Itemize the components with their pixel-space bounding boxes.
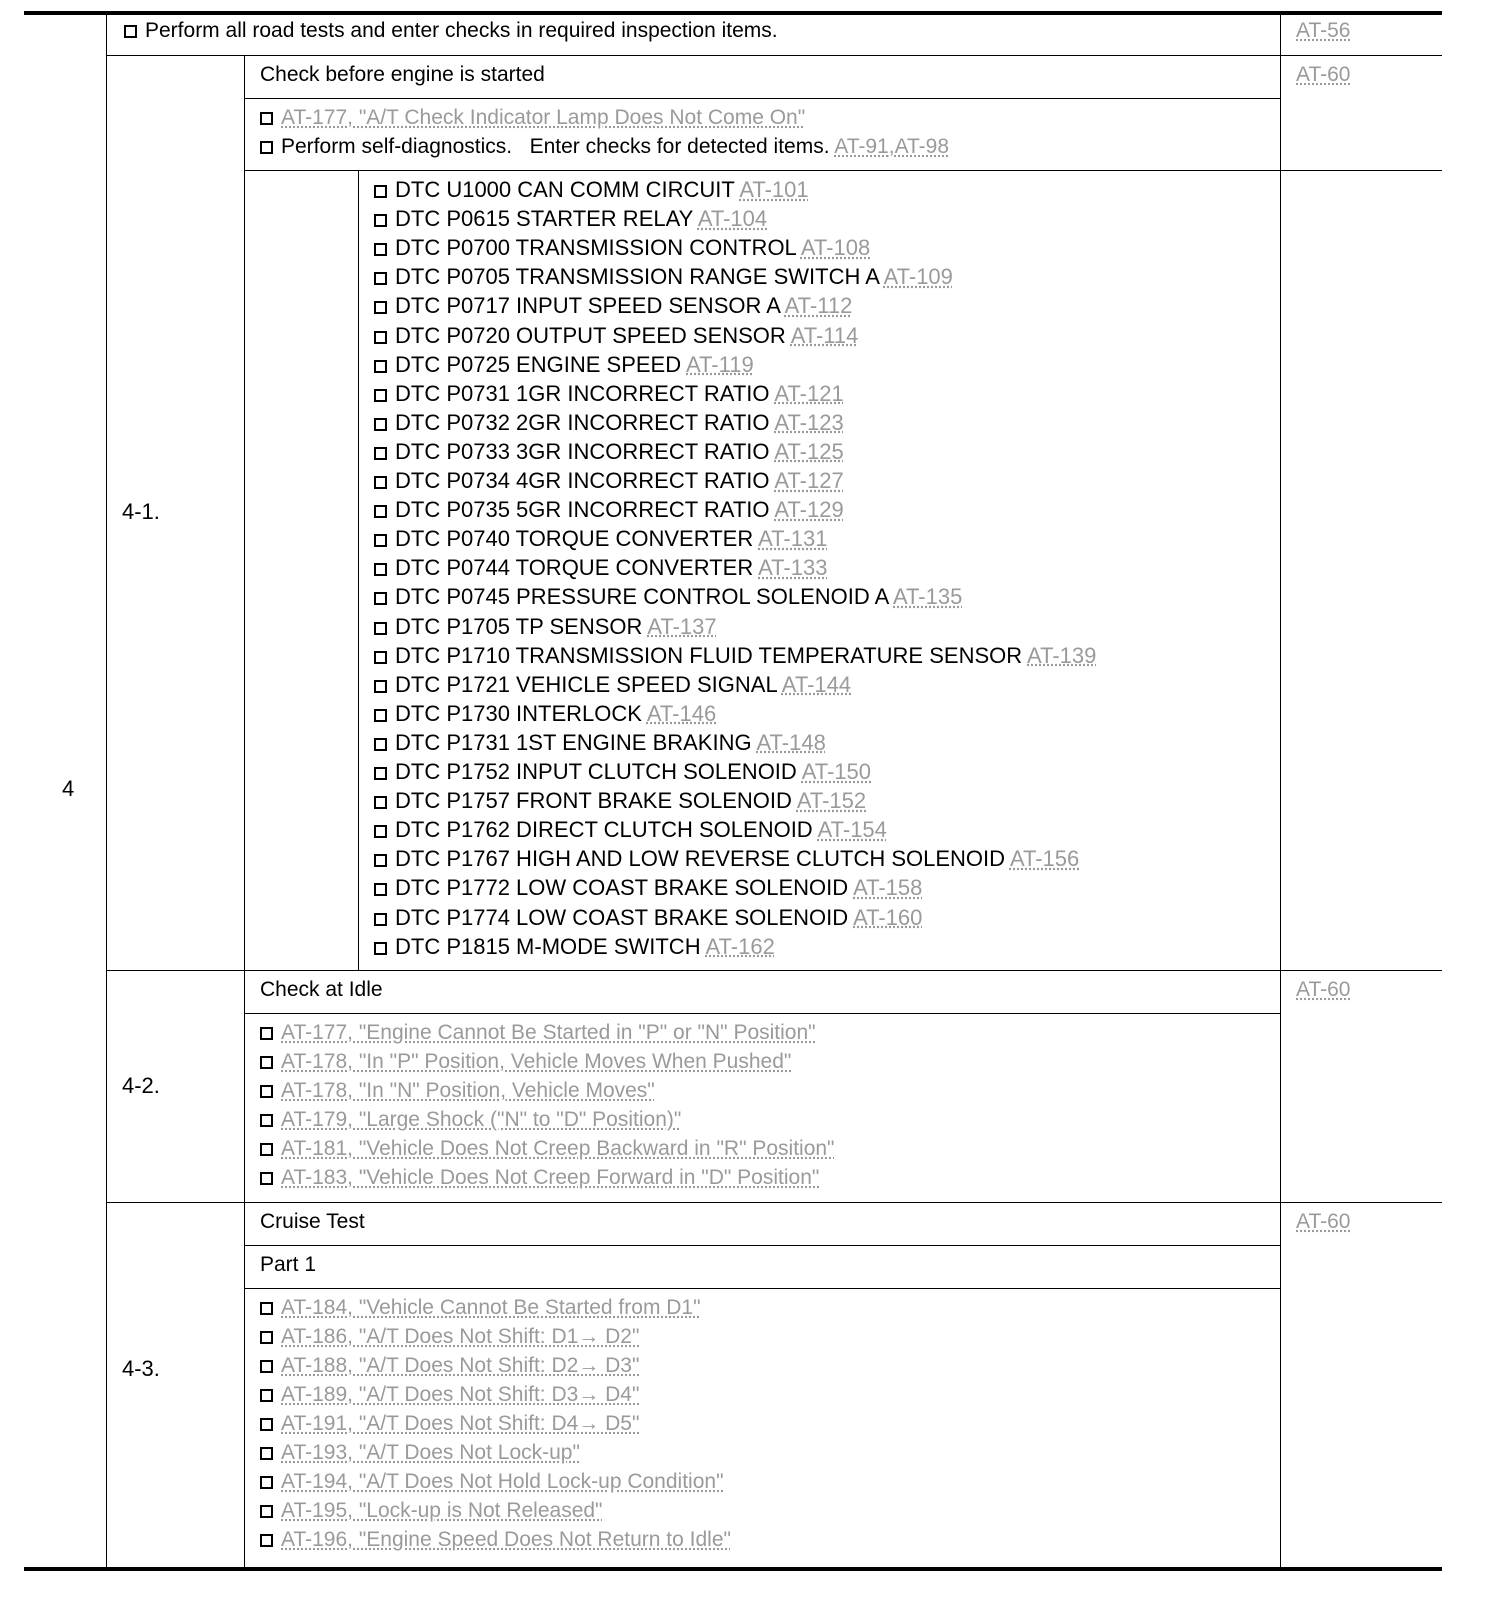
idle-check-item	[260, 1079, 655, 1103]
item-text: DTC P0744 TORQUE CONVERTER	[395, 555, 754, 581]
checkbox[interactable]	[260, 1360, 273, 1373]
label-4-2: 4-2.	[122, 1073, 160, 1098]
idle-check-item	[260, 1166, 819, 1190]
item-ref-link[interactable]: AT-156	[1009, 846, 1080, 872]
dtc-item	[374, 818, 887, 842]
item-link[interactable]: AT-178, "In "N" Position, Vehicle Moves"	[281, 1079, 655, 1102]
item-text: DTC P1710 TRANSMISSION FLUID TEMPERATURE SENSOR	[395, 642, 1023, 668]
item-link[interactable]: AT-196, "Engine Speed Does Not Return to Idle"	[281, 1528, 731, 1551]
dtc-item	[374, 906, 922, 930]
checkbox[interactable]	[374, 622, 387, 635]
idle-check-item	[260, 1050, 791, 1074]
cruise-check-item	[260, 1528, 731, 1552]
selfdiag-ref2-link[interactable]: AT-98	[894, 135, 950, 158]
item-ref-link[interactable]: AT-158	[853, 875, 923, 901]
checkbox[interactable]	[260, 1534, 273, 1547]
item-link[interactable]: AT-179, "Large Shock ("N" to "D" Position)"	[281, 1108, 682, 1131]
intro-ref-link[interactable]: AT-56	[1296, 19, 1351, 42]
s41-header: Check before engine is started	[260, 63, 545, 86]
checkbox[interactable]	[374, 680, 387, 693]
checkbox[interactable]	[374, 447, 387, 460]
checkbox[interactable]	[260, 1447, 273, 1460]
cruise-check-item	[260, 1441, 580, 1465]
item-text: DTC P1731 1ST ENGINE BRAKING	[395, 729, 752, 755]
item-ref-link[interactable]: AT-121	[774, 380, 844, 406]
item-text: DTC P0615 STARTER RELAY	[395, 206, 693, 232]
intro-text: Perform all road tests and enter checks in required inspection items.	[145, 19, 778, 42]
item-ref-link[interactable]: AT-133	[758, 555, 828, 581]
checkbox[interactable]	[374, 709, 387, 722]
item-ref-link[interactable]: AT-135	[893, 584, 963, 610]
rule-intro	[106, 55, 1442, 56]
item-text: DTC P1705 TP SENSOR	[395, 613, 643, 639]
dtc-item	[374, 585, 962, 609]
checkbox[interactable]	[374, 563, 387, 576]
checkbox[interactable]	[374, 243, 387, 256]
item-ref-link[interactable]: AT-125	[774, 438, 844, 464]
checkbox[interactable]	[374, 360, 387, 373]
checkbox[interactable]	[374, 301, 387, 314]
dtc-item	[374, 556, 827, 580]
item-text: DTC P0717 INPUT SPEED SENSOR A	[395, 293, 780, 319]
bottom-border	[24, 1567, 1442, 1571]
checkbox[interactable]	[374, 883, 387, 896]
checkbox[interactable]	[260, 1027, 273, 1040]
item-text: DTC P0735 5GR INCORRECT RATIO	[395, 497, 770, 523]
item-link[interactable]: AT-178, "In "P" Position, Vehicle Moves When Pushed"	[281, 1050, 792, 1073]
item-text: DTC P1767 HIGH AND LOW REVERSE CLUTCH SOLENOID	[395, 846, 1006, 872]
item-link[interactable]: AT-191, "A/T Does Not Shift: D4→ D5"	[281, 1412, 640, 1435]
col-label-border	[244, 55, 245, 1567]
dtc-item	[374, 702, 716, 726]
dtc-item	[374, 498, 844, 522]
cruise-check-item	[260, 1296, 701, 1320]
s43-header: Cruise Test	[260, 1210, 365, 1233]
item-ref-link[interactable]: AT-150	[801, 759, 872, 784]
item-link[interactable]: AT-193, "A/T Does Not Lock-up"	[281, 1441, 580, 1464]
col-step-border	[106, 15, 107, 1567]
item-link[interactable]: AT-186, "A/T Does Not Shift: D1→ D2"	[281, 1325, 640, 1348]
checkbox[interactable]	[374, 534, 387, 547]
checkbox[interactable]	[260, 1114, 273, 1127]
checkbox[interactable]	[260, 1143, 273, 1156]
item-text: DTC P1762 DIRECT CLUTCH SOLENOID	[395, 817, 813, 843]
step-number: 4	[62, 776, 75, 801]
dtc-item	[374, 731, 826, 755]
checkbox[interactable]	[260, 1056, 273, 1069]
dtc-item	[374, 789, 866, 813]
col-dtc-border	[358, 170, 359, 970]
item-link[interactable]: AT-183, "Vehicle Does Not Creep Forward in "D" Position"	[281, 1166, 820, 1189]
lamp-link[interactable]: AT-177, "A/T Check Indicator Lamp Does Not Come On"	[281, 106, 806, 129]
label-4-1: 4-1.	[122, 499, 160, 524]
dtc-item	[374, 207, 767, 231]
item-link[interactable]: AT-194, "A/T Does Not Hold Lock-up Condition"	[281, 1470, 724, 1493]
item-ref-link[interactable]: AT-146	[646, 700, 717, 726]
dtc-item	[374, 935, 775, 959]
selfdiag-text: Perform self-diagnostics. Enter checks for detected items.	[281, 135, 830, 158]
cruise-check-item	[260, 1412, 639, 1436]
checkbox[interactable]	[260, 1172, 273, 1185]
item-text: DTC P1730 INTERLOCK	[395, 700, 642, 726]
dtc-item	[374, 353, 754, 377]
dtc-item	[374, 411, 844, 435]
dtc-item	[374, 178, 809, 202]
s42-header: Check at Idle	[260, 978, 383, 1001]
item-ref-link[interactable]: AT-114	[790, 322, 859, 348]
item-ref-link[interactable]: AT-127	[774, 468, 844, 493]
item-text: DTC P1752 INPUT CLUTCH SOLENOID	[395, 759, 797, 784]
checkbox[interactable]	[374, 272, 387, 285]
checkbox[interactable]	[374, 913, 387, 926]
checkbox[interactable]	[374, 592, 387, 605]
checkbox[interactable]	[374, 854, 387, 867]
dtc-item	[374, 644, 1096, 668]
dtc-item	[374, 673, 851, 697]
item-text: DTC P0720 OUTPUT SPEED SENSOR	[395, 322, 786, 348]
item-ref-link[interactable]: AT-112	[784, 293, 853, 319]
dtc-item	[374, 876, 922, 900]
cruise-check-item	[260, 1383, 639, 1407]
dtc-item	[374, 265, 953, 289]
item-ref-link[interactable]: AT-108	[800, 235, 871, 261]
item-ref-link[interactable]: AT-148	[756, 729, 826, 755]
s42-ref-link[interactable]: AT-60	[1296, 978, 1351, 1001]
checkbox[interactable]	[260, 1331, 273, 1344]
cruise-check-item	[260, 1470, 724, 1494]
selfdiag-ref1-link[interactable]: AT-91	[834, 135, 889, 158]
idle-check-item	[260, 1021, 816, 1045]
checkbox[interactable]	[260, 1418, 273, 1431]
item-ref-link[interactable]: AT-129	[774, 497, 844, 523]
rule-42-top	[106, 970, 1442, 971]
checkbox[interactable]	[374, 214, 387, 227]
col-ref-border	[1280, 15, 1281, 1567]
dtc-item	[374, 615, 717, 639]
dtc-item	[374, 760, 871, 784]
item-link[interactable]: AT-177, "Engine Cannot Be Started in "P" or "N" Position"	[281, 1021, 816, 1044]
item-text: DTC U1000 CAN COMM CIRCUIT	[395, 177, 735, 202]
rule-42-header	[244, 1013, 1280, 1014]
rule-43-header	[244, 1245, 1280, 1246]
item-ref-link[interactable]: AT-139	[1027, 642, 1097, 668]
item-ref-link[interactable]: AT-160	[853, 904, 923, 930]
checkbox[interactable]	[260, 1302, 273, 1315]
rule-43-top	[106, 1202, 1442, 1203]
s43-subheader: Part 1	[260, 1253, 317, 1276]
item-text: DTC P0705 TRANSMISSION RANGE SWITCH A	[395, 264, 879, 290]
checkbox[interactable]	[374, 825, 387, 838]
item-link[interactable]: AT-195, "Lock-up is Not Released"	[281, 1499, 603, 1522]
item-text: DTC P1774 LOW COAST BRAKE SOLENOID	[395, 904, 849, 930]
dtc-item	[374, 440, 844, 464]
checkbox[interactable]	[374, 942, 387, 955]
item-text: DTC P0732 2GR INCORRECT RATIO	[395, 409, 770, 435]
checkbox[interactable]	[374, 389, 387, 402]
dtc-item	[374, 294, 852, 318]
item-ref-link[interactable]: AT-144	[781, 671, 852, 697]
checkbox[interactable]	[374, 476, 387, 489]
item-ref-link[interactable]: AT-162	[705, 933, 775, 959]
dtc-item	[374, 527, 827, 551]
top-border	[24, 11, 1442, 15]
dtc-item	[374, 236, 870, 260]
item-ref-link[interactable]: AT-131	[758, 526, 828, 552]
checkbox[interactable]	[374, 767, 387, 780]
idle-check-item	[260, 1137, 835, 1161]
checkbox[interactable]	[374, 418, 387, 431]
checkbox[interactable]	[374, 185, 387, 198]
item-ref-link[interactable]: AT-123	[774, 409, 844, 435]
item-ref-link[interactable]: AT-104	[697, 206, 768, 232]
checkbox[interactable]	[374, 651, 387, 664]
item-text: DTC P0700 TRANSMISSION CONTROL	[395, 235, 796, 261]
item-link[interactable]: AT-189, "A/T Does Not Shift: D3→ D4"	[281, 1383, 640, 1406]
s41-ref-link[interactable]: AT-60	[1296, 63, 1351, 86]
dtc-item	[374, 469, 844, 493]
item-link[interactable]: AT-181, "Vehicle Does Not Creep Backward in "R" Position"	[281, 1137, 835, 1160]
item-text: DTC P0734 4GR INCORRECT RATIO	[395, 468, 770, 493]
item-ref-link[interactable]: AT-119	[686, 351, 754, 377]
item-text: DTC P1772 LOW COAST BRAKE SOLENOID	[395, 875, 849, 901]
s43-ref-link[interactable]: AT-60	[1296, 1210, 1351, 1233]
item-text: DTC P0731 1GR INCORRECT RATIO	[395, 380, 770, 406]
dtc-item	[374, 324, 858, 348]
rule-41-pre	[244, 170, 1442, 171]
checkbox[interactable]	[374, 505, 387, 518]
item-text: DTC P0733 3GR INCORRECT RATIO	[395, 438, 770, 464]
checkbox[interactable]	[374, 738, 387, 751]
item-text: DTC P0725 ENGINE SPEED	[395, 351, 682, 377]
idle-check-item	[260, 1108, 681, 1132]
s41-lamp-item	[260, 106, 805, 130]
checkbox[interactable]	[260, 112, 273, 125]
selfdiag-sep: ,	[888, 135, 895, 158]
s41-selfdiag-item	[260, 135, 949, 159]
checkbox[interactable]	[124, 25, 137, 38]
checkbox[interactable]	[260, 1389, 273, 1402]
item-text: DTC P0745 PRESSURE CONTROL SOLENOID A	[395, 584, 889, 610]
item-text: DTC P1757 FRONT BRAKE SOLENOID	[395, 788, 792, 814]
item-link[interactable]: AT-188, "A/T Does Not Shift: D2→ D3"	[281, 1354, 640, 1377]
item-link[interactable]: AT-184, "Vehicle Cannot Be Started from D1"	[281, 1296, 701, 1319]
item-ref-link[interactable]: AT-154	[817, 817, 887, 843]
checkbox[interactable]	[260, 1505, 273, 1518]
item-ref-link[interactable]: AT-137	[647, 613, 717, 639]
cruise-check-item	[260, 1354, 639, 1378]
rule-43-sub	[244, 1288, 1280, 1289]
item-text: DTC P1721 VEHICLE SPEED SIGNAL	[395, 671, 777, 697]
item-text: DTC P1815 M-MODE SWITCH	[395, 933, 701, 959]
item-text: DTC P0740 TORQUE CONVERTER	[395, 526, 754, 552]
item-ref-link[interactable]: AT-109	[883, 264, 953, 290]
dtc-item	[374, 847, 1079, 871]
checkbox[interactable]	[260, 1476, 273, 1489]
checkbox[interactable]	[260, 1085, 273, 1098]
item-ref-link[interactable]: AT-152	[796, 788, 867, 814]
dtc-item	[374, 382, 844, 406]
intro-item	[124, 19, 778, 43]
checkbox[interactable]	[374, 331, 387, 344]
checkbox[interactable]	[374, 796, 387, 809]
label-4-3: 4-3.	[122, 1356, 160, 1381]
rule-41-header	[244, 98, 1280, 99]
checkbox[interactable]	[260, 141, 273, 154]
cruise-check-item	[260, 1499, 603, 1523]
item-ref-link[interactable]: AT-101	[739, 177, 809, 202]
cruise-check-item	[260, 1325, 639, 1349]
